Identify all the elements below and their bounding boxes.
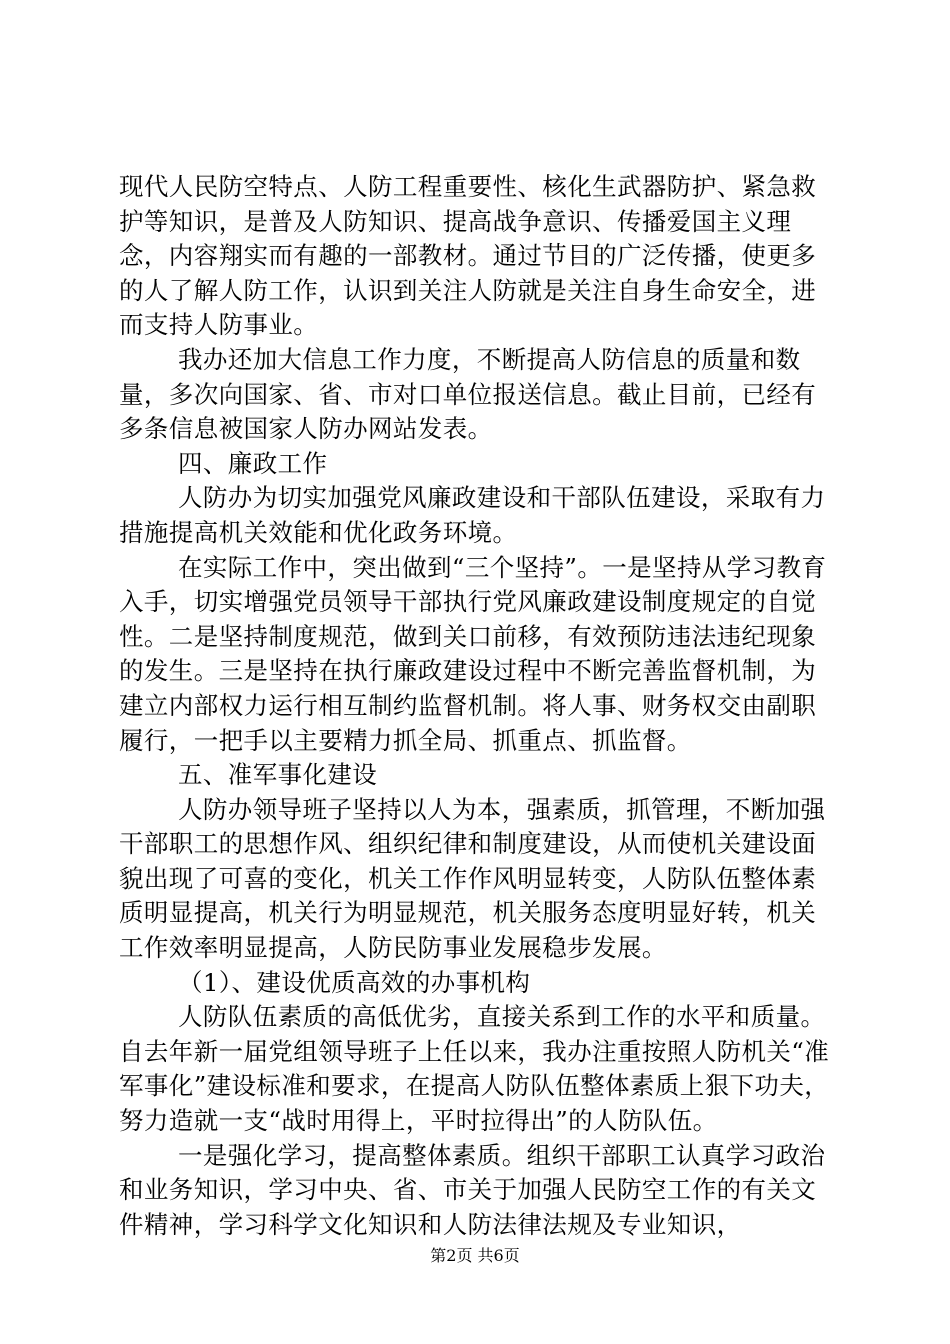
paragraph-1: 现代人民防空特点、人防工程重要性、核化生武器防护、紧急救护等知识，是普及人防知识、提高战争意识、传播爱国主义理念，内容翔实而有趣的一部教材。通过节目的广泛传播，使更多的人了解人防工作，认识到关注人防就是关注自身生命安全，进而支持人防事业。 <box>119 172 817 340</box>
paragraph-3: 人防办为切实加强党风廉政建设和干部队伍建设，采取有力措施提高机关效能和优化政务环境。 <box>119 483 826 547</box>
subsection-heading-1: （1）、建设优质高效的办事机构 <box>178 967 531 997</box>
document-body <box>119 170 834 1242</box>
paragraph-5: 人防办领导班子坚持以人为本，强素质，抓管理，不断加强干部职工的思想作风、组织纪律和制度建设，从而使机关建设面貌出现了可喜的变化，机关工作作风明显转变，人防队伍整体素质明显提高，机关行为明显规范，机关服务态度明显好转，机关工作效率明显提高，人防民防事业发展稳步发展。 <box>119 794 826 963</box>
page-footer: 第2页 共6页 <box>430 1246 520 1265</box>
paragraph-6: 人防队伍素质的高低优劣，直接关系到工作的水平和质量。自去年新一届党组领导班子上任以来，我办注重按照人防机关“准军事化”建设标准和要求，在提高人防队伍整体素质上狠下功夫，努力造就一支“战时用得上，平时拉得出”的人防队伍。 <box>119 1002 830 1136</box>
paragraph-2: 我办还加大信息工作力度，不断提高人防信息的质量和数量，多次向国家、省、市对口单位报送信息。截止目前，已经有多条信息被国家人防办网站发表。 <box>119 344 817 444</box>
paragraph-7: 一是强化学习，提高整体素质。组织干部职工认真学习政治和业务知识，学习中央、省、市关于加强人民防空工作的有关文件精神，学习科学文化知识和人防法律法规及专业知识， <box>119 1140 826 1239</box>
section-heading-5: 五、准军事化建设 <box>178 760 378 790</box>
section-heading-4: 四、廉政工作 <box>178 448 328 478</box>
paragraph-4: 在实际工作中，突出做到“三个坚持”。一是坚持从学习教育入手，切实增强党员领导干部执行党风廉政建设制度规定的自觉性。二是坚持制度规范，做到关口前移，有效预防违法违纪现象的发生。三是坚持在执行廉政建设过程中不断完善监督机制，为建立内部权力运行相互制约监督机制。将人事、财务权交由副职履行，一把手以主要精力抓全局、抓重点、抓监督。 <box>119 552 827 755</box>
